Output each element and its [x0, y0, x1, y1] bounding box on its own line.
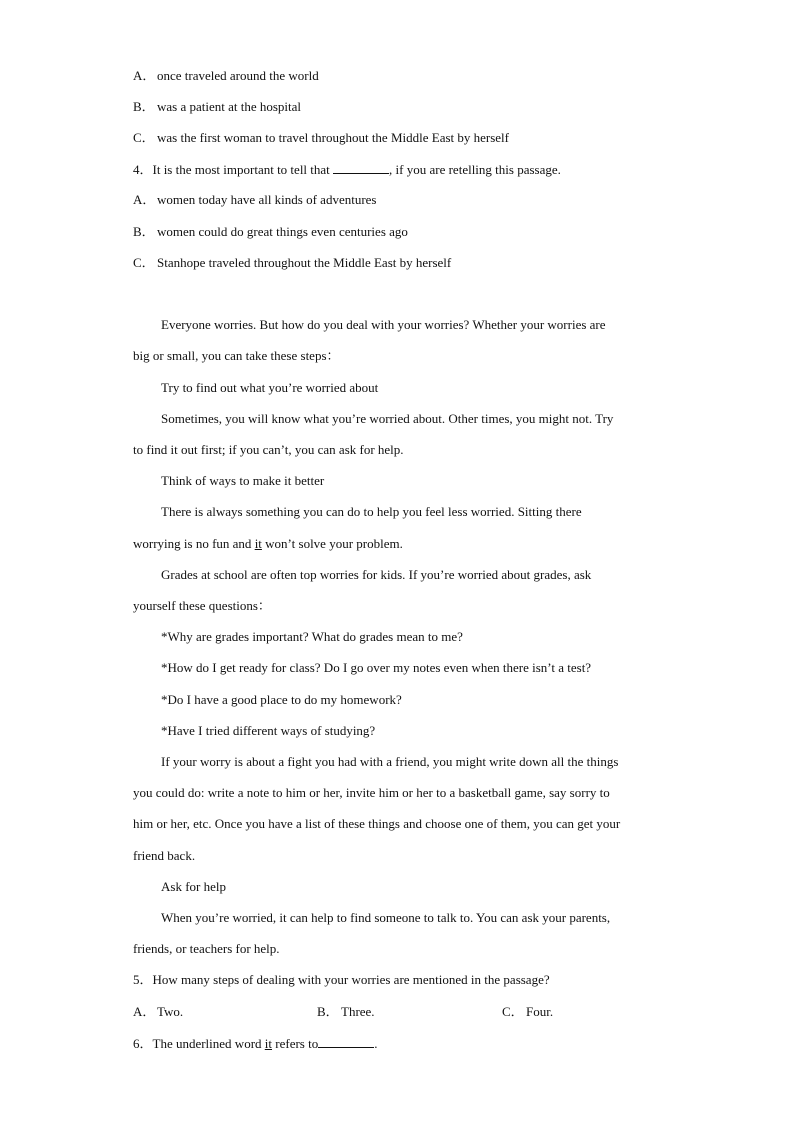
q6-before: 6．The underlined word	[133, 1036, 265, 1051]
passage-line: him or her, etc. Once you have a list of these things and choose one of them, you can get your	[133, 816, 621, 831]
option-text: women today have all kinds of adventures	[157, 192, 377, 207]
passage-line: to find it out first; if you can’t, you can ask for help.	[133, 442, 404, 457]
answer-blank	[318, 1035, 374, 1048]
answer-blank	[333, 161, 389, 174]
underlined-word: it	[254, 536, 262, 551]
q4-option-a	[133, 192, 377, 208]
option-label: B．	[133, 224, 155, 239]
q3-option-a	[133, 68, 319, 84]
passage-line: There is always something you can do to help you feel less worried. Sitting there	[161, 504, 582, 519]
passage-line: yourself these questions：	[133, 598, 271, 613]
passage-line: friend back.	[133, 848, 196, 863]
section-heading: Try to find out what you’re worried about	[161, 380, 379, 395]
option-text: Two.	[157, 1004, 184, 1019]
passage-line: When you’re worried, it can help to find someone to talk to. You can ask your parents,	[161, 910, 611, 925]
q4-stem	[133, 161, 561, 178]
q4-stem-before: 4．It is the most important to tell that	[133, 162, 334, 177]
q4-stem-after: , if you are retelling this passage.	[389, 162, 561, 177]
question-bullet: *Why are grades important? What do grades mean to me?	[161, 629, 463, 644]
q6-stem	[133, 1035, 377, 1052]
q6-after: refers to	[272, 1036, 319, 1051]
q4-option-b	[133, 224, 408, 240]
q5-options	[133, 1004, 653, 1020]
option-label: A．	[133, 68, 156, 83]
q3-option-c	[133, 130, 509, 146]
passage-text: won’t solve your problem.	[261, 536, 403, 551]
passage-line: Sometimes, you will know what you’re worried about. Other times, you might not. Try	[161, 411, 614, 426]
q5-stem: 5．How many steps of dealing with your worries are mentioned in the passage?	[133, 972, 550, 987]
question-bullet: *How do I get ready for class? Do I go over my notes even when there isn’t a test?	[161, 660, 592, 675]
question-bullet: *Have I tried different ways of studying?	[161, 723, 376, 738]
q5-option-b	[317, 1004, 375, 1020]
q5-option-a	[133, 1004, 183, 1020]
q3-option-b	[133, 99, 301, 115]
section-heading: Think of ways to make it better	[161, 473, 325, 488]
option-label: C．	[133, 255, 155, 270]
passage-line: If your worry is about a fight you had with a friend, you might write down all the things	[161, 754, 619, 769]
passage-line: you could do: write a note to him or her, invite him or her to a basketball game, say sorry to	[133, 785, 610, 800]
option-label: A．	[133, 1004, 156, 1019]
option-label: C．	[502, 1004, 524, 1019]
q5-option-c	[502, 1004, 553, 1020]
option-text: Three.	[341, 1004, 375, 1019]
option-label: B．	[133, 99, 155, 114]
option-label: B．	[317, 1004, 339, 1019]
q6-end: .	[374, 1036, 378, 1051]
passage-text: worrying is no fun and	[133, 536, 255, 551]
section-heading: Ask for help	[161, 879, 226, 894]
underlined-word: it	[264, 1036, 273, 1051]
option-text: once traveled around the world	[157, 68, 319, 83]
option-label: A．	[133, 192, 156, 207]
passage-line: friends, or teachers for help.	[133, 941, 280, 956]
option-label: C．	[133, 130, 155, 145]
option-text: women could do great things even centuries ago	[157, 224, 408, 239]
passage-line: Grades at school are often top worries for kids. If you’re worried about grades, ask	[161, 567, 592, 582]
passage-line	[133, 536, 403, 552]
option-text: Four.	[526, 1004, 554, 1019]
option-text: was a patient at the hospital	[157, 99, 302, 114]
question-bullet: *Do I have a good place to do my homework?	[161, 692, 402, 707]
option-text: Stanhope traveled throughout the Middle East by herself	[157, 255, 452, 270]
option-text: was the first woman to travel throughout the Middle East by herself	[157, 130, 510, 145]
passage-line: Everyone worries. But how do you deal with your worries? Whether your worries are	[161, 317, 606, 332]
q4-option-c	[133, 255, 451, 271]
passage-line: big or small, you can take these steps：	[133, 348, 340, 363]
